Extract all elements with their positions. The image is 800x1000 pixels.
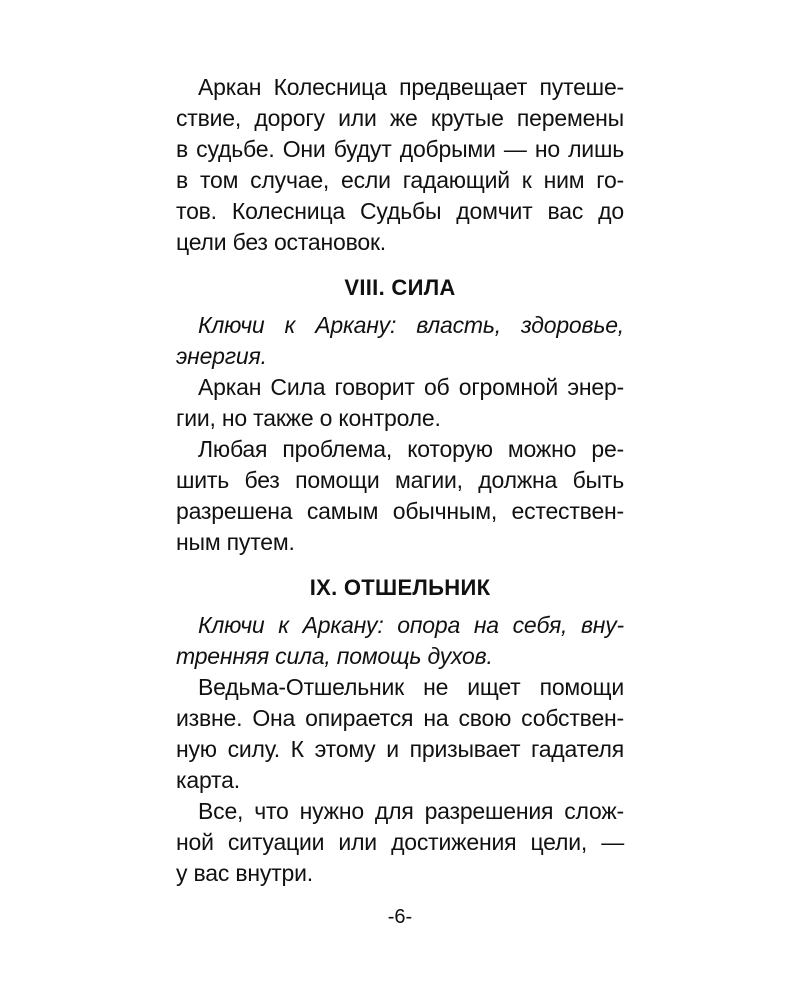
- text-line: ствие, дорогу или же крутые перемены: [176, 105, 624, 131]
- section-heading-strength: VIII. СИЛА: [344, 275, 456, 300]
- text-line: Ведьма-Отшельник не ищет помощи: [198, 674, 624, 700]
- keys-paragraph-strength: [176, 310, 624, 372]
- text-line: в том случае, если гадающий к ним го-: [176, 167, 624, 193]
- strength-paragraph-1: [176, 372, 624, 434]
- text-line: тов. Колесница Судьбы домчит вас до: [176, 198, 624, 224]
- text-line: Аркан Колесница предвещает путеше-: [198, 74, 624, 100]
- text-line: Аркан Сила говорит об огромной энер-: [198, 374, 624, 400]
- keys-paragraph-hermit: [176, 610, 624, 672]
- intro-paragraph: [176, 72, 624, 258]
- text-line: шить без помощи магии, должна быть: [176, 467, 624, 493]
- text-line: Ключи к Аркану: власть, здоровье,: [198, 312, 624, 338]
- text-line: цели без остановок.: [176, 229, 386, 255]
- text-line: в судьбе. Они будут добрыми — но лишь: [176, 136, 624, 162]
- text-line: Все, что нужно для разрешения слож-: [198, 798, 624, 824]
- book-page: [176, 72, 624, 889]
- hermit-paragraph-1: [176, 672, 624, 796]
- text-line: гии, но также о контроле.: [176, 405, 441, 431]
- page-number: -6-: [387, 906, 413, 928]
- text-line: тренняя сила, помощь духов.: [176, 643, 493, 669]
- text-line: ным путем.: [176, 529, 295, 555]
- text-line: энергия.: [176, 343, 267, 369]
- text-line: разрешена самым обычным, естествен-: [176, 498, 624, 524]
- strength-paragraph-2: [176, 434, 624, 558]
- text-line: ной ситуации или достижения цели, —: [176, 829, 624, 855]
- section-heading-hermit: IX. ОТШЕЛЬНИК: [309, 575, 491, 600]
- text-line: карта.: [176, 767, 240, 793]
- text-line: Любая проблема, которую можно ре-: [198, 436, 624, 462]
- text-line: извне. Она опирается на свою собствен-: [176, 705, 624, 731]
- text-line: Ключи к Аркану: опора на себя, вну-: [198, 612, 624, 638]
- hermit-paragraph-2: [176, 796, 624, 889]
- text-line: ную силу. К этому и призывает гадателя: [176, 736, 624, 762]
- text-line: у вас внутри.: [176, 860, 313, 886]
